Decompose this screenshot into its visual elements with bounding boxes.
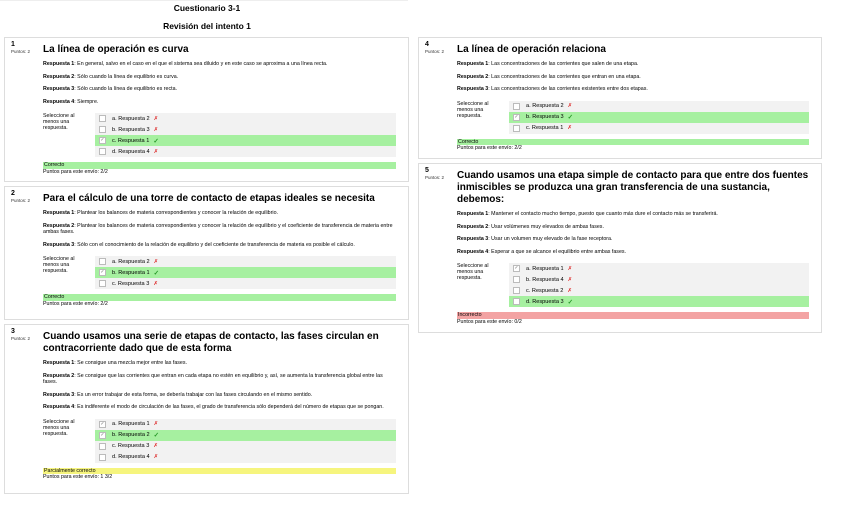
answer-statement: Respuesta 4: Esperar a que se alcance el equilibrio entre ambas fases.: [457, 248, 627, 255]
select-prompt: Seleccione al menos una respuesta.: [457, 263, 489, 281]
answer-statement: Respuesta 3: Usar un volumen muy elevado de la fase receptora.: [457, 236, 613, 242]
answer-selector: [457, 101, 809, 134]
options-list: [95, 419, 396, 463]
feedback-banner: Correcto: [457, 139, 809, 146]
answer-text: Siempre.: [77, 98, 99, 105]
answer-text: Sólo con el conocimiento de la relación de equilibrio y del coeficiente de transferencia de materia es posible el cálculo.: [77, 241, 355, 248]
answer-label: Respuesta 4: [43, 404, 75, 410]
answer-statement: Respuesta 1: Las concentraciones de las corrientes que salen de una etapa.: [457, 61, 639, 67]
answer-selector: [43, 419, 396, 463]
check-icon: ✓: [153, 137, 159, 145]
options-list: [95, 256, 396, 289]
checkbox[interactable]: [99, 148, 106, 155]
cross-icon: ✗: [567, 265, 573, 272]
answer-option[interactable]: [95, 430, 396, 441]
option-label: a. Respuesta 1: [112, 421, 150, 427]
answer-label: Respuesta 2: [43, 222, 75, 229]
check-icon: ✓: [567, 298, 574, 306]
option-label: c. Respuesta 1: [526, 125, 564, 131]
checkbox[interactable]: ✓: [514, 265, 519, 271]
check-icon: ✓: [153, 269, 160, 277]
answer-option[interactable]: [509, 123, 809, 134]
answer-option[interactable]: [509, 296, 809, 307]
checkbox[interactable]: [513, 125, 520, 132]
answer-statement: Respuesta 1: En general, salvo en el caso en el que el sistema sea diluido y en este caso se aproxima a una línea recta.: [43, 61, 328, 67]
answer-option[interactable]: [509, 112, 809, 123]
question-info: [11, 190, 41, 203]
option-label: a. Respuesta 2: [112, 115, 150, 122]
score-text: Puntos para este envío: 1 3/2: [43, 474, 113, 480]
checkbox[interactable]: ✓: [100, 137, 105, 143]
question-number: 4: [425, 41, 429, 48]
question-text: La línea de operación es curva: [43, 44, 189, 55]
checkbox[interactable]: [513, 103, 520, 110]
answer-label: Respuesta 1: [457, 211, 489, 217]
question-card-1: [4, 37, 409, 182]
option-label: c. Respuesta 2: [526, 287, 564, 294]
answer-option[interactable]: [95, 146, 396, 157]
answer-selector: [457, 263, 809, 307]
answer-label: Respuesta 3: [43, 391, 75, 398]
question-body: [43, 38, 396, 175]
answer-text: En general, salvo en el caso en el que el sistema sea diluido y en este caso se aproxima a una línea recta.: [77, 61, 328, 67]
answer-label: Respuesta 2: [457, 73, 489, 80]
answer-selector: [43, 256, 396, 289]
question-info: [425, 41, 455, 54]
answer-statement: Respuesta 3: Sólo con el conocimiento de la relación de equilibrio y del coeficiente de transferencia de materia es posible el cálculo.: [43, 241, 355, 248]
checkbox[interactable]: [99, 454, 106, 461]
checkbox[interactable]: [513, 287, 520, 294]
top-divider: [0, 0, 408, 1]
question-card-4: [418, 37, 822, 159]
checkbox[interactable]: [513, 298, 520, 305]
question-info: [11, 328, 41, 341]
answer-label: Respuesta 1: [457, 61, 489, 67]
answer-option[interactable]: [509, 263, 809, 274]
answer-text: Es indiferente el modo de circulación de las fases, el grado de transferencia sólo dependerá del número de etapas que se pongan.: [77, 404, 384, 410]
answer-label: Respuesta 3: [43, 86, 75, 92]
answer-label: Respuesta 3: [457, 236, 489, 242]
question-points: Puntos: 2: [425, 49, 445, 54]
cross-icon: ✗: [153, 258, 159, 265]
answer-text: Sólo cuando la línea de equilibrio es curva.: [77, 73, 179, 80]
page-subtitle: Revisión del intento 1: [163, 21, 251, 31]
feedback-banner: Incorrecto: [457, 312, 809, 319]
answer-statement: Respuesta 2: Plantear los balances de materia correspondientes y conocer la relación de equilibrio y el coeficiente de transferencia de materia entre ambas fases.: [43, 222, 393, 235]
answer-statement: Respuesta 2: Usar volúmenes muy elevados de ambas fases.: [457, 223, 604, 230]
answer-statement: Respuesta 1: Se consigue una mezcla mejor entre las fases.: [43, 360, 187, 366]
option-label: c. Respuesta 3: [112, 443, 150, 449]
answer-text: Las concentraciones de las corrientes que salen de una etapa.: [491, 61, 639, 67]
page-title: Cuestionario 3-1: [173, 3, 241, 13]
answer-option[interactable]: [95, 278, 396, 289]
question-number: 2: [11, 190, 15, 197]
score-text: Puntos para este envío: 2/2: [43, 168, 108, 175]
select-prompt: Seleccione al menos una respuesta.: [43, 418, 75, 437]
answer-option[interactable]: [95, 419, 396, 430]
check-icon: ✓: [153, 432, 160, 439]
answer-option[interactable]: [95, 452, 396, 463]
answer-text: Plantear los balances de materia correspondientes y conocer la relación de equilibrio.: [77, 210, 278, 216]
answer-option[interactable]: [95, 256, 396, 267]
answer-option[interactable]: [95, 135, 396, 146]
options-list: [509, 101, 809, 134]
answer-statement: Respuesta 3: Es un error trabajar de esta forma, se debería trabajar con las fases circulando en el mismo sentido.: [43, 391, 313, 398]
answer-statement: Respuesta 1: Mantener el contacto mucho tiempo, puesto que cuanto más dure el contacto más se transferirá.: [457, 211, 718, 217]
question-points: Puntos: 2: [425, 175, 445, 180]
answer-option[interactable]: [509, 101, 809, 112]
check-icon: ✓: [567, 114, 574, 121]
checkbox[interactable]: [513, 276, 520, 283]
answer-label: Respuesta 1: [43, 360, 75, 366]
question-number: 1: [11, 41, 15, 48]
answer-label: Respuesta 1: [43, 61, 75, 67]
question-number: 5: [425, 167, 429, 174]
cross-icon: ✗: [153, 421, 159, 427]
cross-icon: ✗: [153, 454, 159, 460]
answer-text: Plantear los balances de materia correspondientes y conocer la relación de equilibrio y el coeficiente de transferencia de materia entre ambas fases.: [43, 222, 393, 235]
answer-label: Respuesta 1: [43, 210, 75, 216]
answer-statement: Respuesta 1: Plantear los balances de materia correspondientes y conocer la relación de equilibrio.: [43, 210, 278, 216]
question-body: [457, 164, 809, 325]
option-label: d. Respuesta 4: [112, 148, 150, 155]
option-label: b. Respuesta 1: [112, 269, 150, 276]
option-label: c. Respuesta 1: [112, 137, 150, 144]
options-list: [95, 113, 396, 157]
feedback-banner: Parcialmente correcto: [43, 468, 396, 475]
answer-option[interactable]: [95, 113, 396, 124]
option-label: a. Respuesta 2: [112, 258, 150, 265]
cross-icon: ✗: [153, 443, 158, 449]
cross-icon: ✗: [567, 125, 572, 131]
select-prompt: Seleccione al menos una respuesta.: [43, 256, 75, 274]
score-text: Puntos para este envío: 2/2: [43, 300, 108, 307]
question-info: [11, 41, 41, 54]
checkbox[interactable]: [99, 443, 106, 450]
cross-icon: ✗: [567, 287, 572, 294]
option-label: a. Respuesta 2: [526, 103, 564, 109]
answer-selector: [43, 113, 396, 157]
option-label: b. Respuesta 2: [112, 432, 150, 438]
answer-text: Es un error trabajar de esta forma, se debería trabajar con las fases circulando en el mismo sentido.: [77, 391, 313, 398]
checkbox[interactable]: ✓: [100, 269, 105, 275]
answer-text: Se consigue que las corrientes que entran en cada etapa no estén en equilibrio y, así, se aumenta la transferencia global entre las fases.: [43, 372, 383, 385]
checkbox[interactable]: [99, 115, 106, 122]
option-label: b. Respuesta 3: [112, 126, 150, 133]
cross-icon: ✗: [153, 148, 159, 155]
option-label: b. Respuesta 3: [526, 114, 564, 120]
answer-text: Se consigue una mezcla mejor entre las fases.: [77, 360, 187, 366]
answer-label: Respuesta 4: [43, 98, 75, 105]
answer-option[interactable]: [509, 274, 809, 285]
feedback-banner: Correcto: [43, 294, 396, 301]
question-card-3: [4, 324, 409, 494]
answer-text: Sólo cuando la línea de equilibrio es recta.: [77, 86, 177, 92]
option-label: d. Respuesta 3: [526, 298, 564, 305]
select-prompt: Seleccione al menos una respuesta.: [457, 100, 489, 119]
feedback-banner: Correcto: [43, 162, 396, 169]
question-points: Puntos: 2: [11, 198, 31, 203]
question-card-2: [4, 186, 409, 320]
options-list: [509, 263, 809, 307]
question-text: Cuando usamos una etapa simple de contacto para que entre dos fuentes inmiscibles se produzca una gran transferencia de una sustancia, debemos:: [457, 170, 809, 205]
answer-option[interactable]: [95, 124, 396, 135]
checkbox[interactable]: [99, 280, 106, 287]
answer-statement: Respuesta 4: Siempre.: [43, 98, 99, 105]
answer-statement: Respuesta 2: Sólo cuando la línea de equilibrio es curva.: [43, 73, 179, 80]
score-text: Puntos para este envío: 2/2: [457, 145, 522, 151]
option-label: d. Respuesta 4: [112, 454, 150, 460]
answer-text: Mantener el contacto mucho tiempo, puesto que cuanto más dure el contacto más se transferirá.: [491, 211, 718, 217]
question-points: Puntos: 2: [11, 336, 31, 341]
checkbox[interactable]: ✓: [100, 420, 105, 427]
cross-icon: ✗: [153, 115, 159, 122]
answer-label: Respuesta 2: [457, 223, 489, 230]
answer-statement: Respuesta 4: Es indiferente el modo de circulación de las fases, el grado de transferencia sólo dependerá del número de etapas que se pongan.: [43, 404, 384, 410]
answer-label: Respuesta 3: [457, 86, 489, 92]
option-label: a. Respuesta 1: [526, 265, 564, 272]
option-label: c. Respuesta 3: [112, 280, 150, 287]
answer-option[interactable]: [95, 267, 396, 278]
question-text: La línea de operación relaciona: [457, 44, 606, 55]
checkbox[interactable]: ✓: [100, 431, 105, 438]
score-text: Puntos para este envío: 0/2: [457, 318, 522, 325]
question-body: [457, 38, 809, 152]
answer-statement: Respuesta 2: Se consigue que las corrientes que entran en cada etapa no estén en equilibrio y, así, se aumenta la transferencia global entre las fases.: [43, 372, 383, 385]
cross-icon: ✗: [567, 103, 573, 109]
question-body: [43, 187, 396, 307]
option-label: b. Respuesta 4: [526, 276, 564, 283]
checkbox[interactable]: ✓: [514, 113, 519, 120]
cross-icon: ✗: [153, 126, 159, 133]
select-prompt: Seleccione al menos una respuesta.: [43, 113, 75, 131]
answer-label: Respuesta 2: [43, 73, 75, 80]
answer-text: Esperar a que se alcance el equilibrio entre ambas fases.: [491, 248, 627, 255]
question-body: [43, 325, 396, 481]
answer-text: Usar volúmenes muy elevados de ambas fases.: [491, 223, 604, 230]
answer-label: Respuesta 2: [43, 372, 75, 379]
question-points: Puntos: 2: [11, 49, 31, 54]
answer-statement: Respuesta 3: Sólo cuando la línea de equilibrio es recta.: [43, 86, 177, 92]
checkbox[interactable]: [99, 258, 106, 265]
answer-option[interactable]: [509, 285, 809, 296]
answer-statement: Respuesta 2: Las concentraciones de las corrientes que entran en una etapa.: [457, 73, 641, 80]
question-card-5: [418, 163, 822, 333]
answer-statement: Respuesta 3: Las concentraciones de las corrientes existentes entre dos etapas.: [457, 86, 648, 92]
cross-icon: ✗: [567, 276, 573, 283]
answer-label: Respuesta 3: [43, 241, 75, 248]
answer-text: Las concentraciones de las corrientes existentes entre dos etapas.: [491, 86, 648, 92]
question-number: 3: [11, 328, 15, 335]
question-text: Cuando usamos una serie de etapas de contacto, las fases circulan en contracorriente dado que de esta forma: [43, 331, 379, 354]
answer-option[interactable]: [95, 441, 396, 452]
question-info: [425, 167, 455, 180]
answer-text: Usar un volumen muy elevado de la fase receptora.: [491, 236, 613, 242]
cross-icon: ✗: [153, 280, 158, 287]
question-text: Para el cálculo de una torre de contacto de etapas ideales se necesita: [43, 193, 375, 204]
answer-text: Las concentraciones de las corrientes que entran en una etapa.: [491, 73, 641, 80]
checkbox[interactable]: [99, 126, 106, 133]
answer-label: Respuesta 4: [457, 248, 489, 255]
